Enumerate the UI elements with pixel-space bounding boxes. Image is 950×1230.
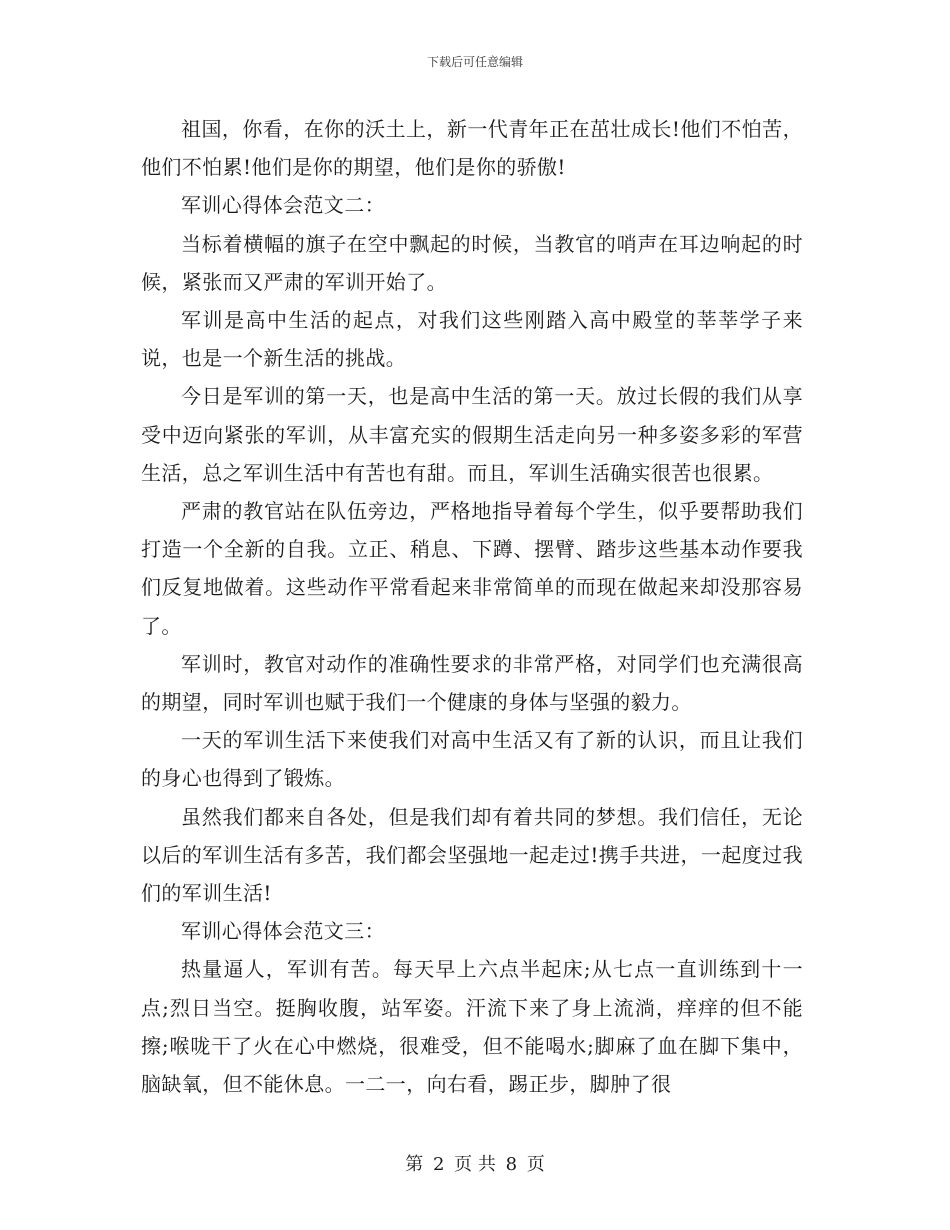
paragraph: 军训是高中生活的起点，对我们这些刚踏入高中殿堂的莘莘学子来说，也是一个新生活的挑战。 [141, 308, 803, 371]
paragraph: 当标着横幅的旗子在空中飘起的时候，当教官的哨声在耳边响起的时候，紧张而又严肃的军训开始了。 [141, 231, 803, 294]
footer-middle: 页 共 [454, 1154, 496, 1175]
paragraph: 严肃的教官站在队伍旁边，严格地指导着每个学生，似乎要帮助我们打造一个全新的自我。立正、稍息、下蹲、摆臂、踏步这些基本动作要我们反复地做着。这些动作平常看起来非常简单的而现在做起来却没那容易了。 [141, 499, 803, 638]
paragraph: 今日是军训的第一天，也是高中生活的第一天。放过长假的我们从享受中迈向紧张的军训，从丰富充实的假期生活走向另一种多姿多彩的军营生活，总之军训生活中有苦也有甜。而且，军训生活确实很苦也很累。 [141, 384, 803, 485]
footer-prefix: 第 [405, 1154, 424, 1175]
section-heading: 军训心得体会范文三： [181, 919, 385, 944]
footer-suffix: 页 [526, 1154, 545, 1175]
paragraph: 军训时，教官对动作的准确性要求的非常严格，对同学们也充满很高的期望，同时军训也赋于我们一个健康的身体与坚强的毅力。 [141, 651, 803, 715]
paragraph: 祖国，你看，在你的沃土上，新一代青年正在茁壮成长!他们不怕苦，他们不怕累!他们是你的期望，他们是你的骄傲! [141, 117, 803, 180]
section-heading: 军训心得体会范文二： [181, 193, 385, 218]
page-footer [0, 1153, 950, 1177]
paragraph: 热量逼人，军训有苦。每天早上六点半起床;从七点一直训练到十一点;烈日当空。挺胸收腹，站军姿。汗流下来了身上流淌，痒痒的但不能擦;喉咙干了火在心中燃烧，很难受，但不能喝水;脚麻了血在脚下集中，脑缺氧，但不能休息。一二一，向右看，踢正步，脚肿了很 [141, 957, 803, 1097]
paragraph: 虽然我们都来自各处，但是我们却有着共同的梦想。我们信任，无论以后的军训生活有多苦，我们都会坚强地一起走过!携手共进，一起度过我们的军训生活! [141, 804, 803, 906]
page-header: 下载后可任意编辑 [426, 55, 523, 69]
current-page-number: 2 [432, 1154, 445, 1175]
paragraph: 一天的军训生活下来使我们对高中生活又有了新的认识，而且让我们的身心也得到了锻炼。 [141, 728, 803, 791]
total-page-count: 8 [505, 1154, 518, 1175]
document-body [141, 110, 803, 1103]
